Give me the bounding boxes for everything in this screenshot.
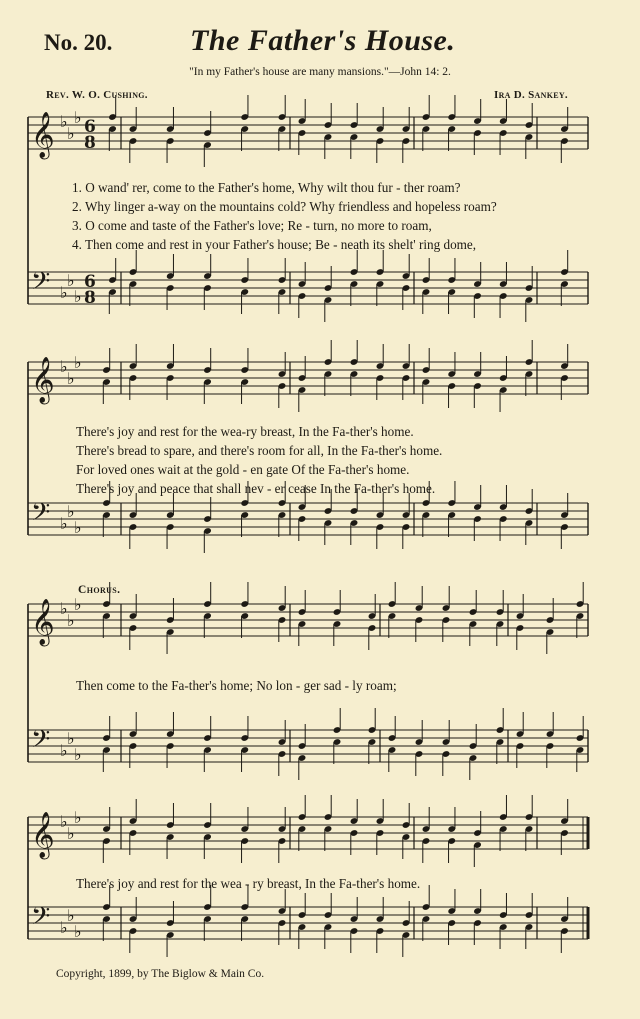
treble-clef-icon: 𝄞	[31, 599, 55, 645]
treble-clef-icon: 𝄞	[31, 112, 55, 158]
flat-icon: ♭	[74, 108, 82, 127]
verse-3-line: 3. O come and taste of the Father's love; Re - turn, no more to roam,	[72, 218, 432, 233]
flat-icon: ♭	[67, 611, 75, 630]
bass-clef-icon: 𝄢	[31, 267, 51, 302]
bass-clef-icon: 𝄢	[31, 902, 51, 937]
hymn-number: No. 20.	[44, 30, 113, 55]
copyright-notice: Copyright, 1899, by The Biglow & Main Co.	[56, 968, 265, 980]
flat-icon: ♭	[60, 599, 68, 618]
refrain-2-line: There's bread to spare, and there's room for all, In the Fa-ther's home.	[76, 443, 443, 458]
flat-icon: ♭	[67, 502, 75, 521]
chorus-lyric-line: Then come to the Fa-ther's home; No lon - ger sad - ly roam;	[76, 678, 397, 693]
flat-icon: ♭	[74, 595, 82, 614]
flat-icon: ♭	[74, 287, 82, 306]
refrain-1-line: There's joy and rest for the wea-ry breast, In the Fa-ther's home.	[76, 424, 414, 439]
final-lyric-line: There's joy and rest for the wea - ry breast, In the Fa-ther's home.	[76, 876, 421, 891]
time-signature-bottom: 8	[84, 133, 96, 153]
flat-icon: ♭	[67, 906, 75, 925]
treble-clef-icon: 𝄞	[31, 812, 55, 858]
bass-clef-icon: 𝄢	[31, 498, 51, 533]
time-signature-top: 6	[84, 272, 96, 292]
flat-icon: ♭	[67, 124, 75, 143]
flat-icon: ♭	[67, 271, 75, 290]
flat-icon: ♭	[74, 353, 82, 372]
lyricist-credit: Rev. W. O. Cushing.	[46, 89, 148, 101]
treble-clef-icon: 𝄞	[31, 357, 55, 403]
flat-icon: ♭	[60, 283, 68, 302]
scripture-epigraph: "In my Father's house are many mansions."—John 14: 2.	[189, 66, 451, 78]
verse-1-line: 1. O wand' rer, come to the Father's home, Why wilt thou fur - ther roam?	[72, 180, 461, 195]
flat-icon: ♭	[74, 745, 82, 764]
flat-icon: ♭	[60, 357, 68, 376]
flat-icon: ♭	[60, 514, 68, 533]
refrain-3-line: For loved ones wait at the gold - en gate Of the Fa-ther's home.	[76, 462, 410, 477]
flat-icon: ♭	[67, 369, 75, 388]
time-signature-bottom: 8	[84, 288, 96, 308]
hymn-title: The Father's House.	[190, 24, 456, 57]
chorus-label: Chorus.	[78, 584, 121, 596]
flat-icon: ♭	[60, 741, 68, 760]
flat-icon: ♭	[74, 922, 82, 941]
flat-icon: ♭	[60, 812, 68, 831]
flat-icon: ♭	[67, 729, 75, 748]
flat-icon: ♭	[67, 824, 75, 843]
time-signature-top: 6	[84, 117, 96, 137]
composer-credit: Ira D. Sankey.	[494, 89, 568, 101]
verse-2-line: 2. Why linger a-way on the mountains cold? Why friendless and hopeless roam?	[72, 199, 497, 214]
flat-icon: ♭	[60, 112, 68, 131]
bass-clef-icon: 𝄢	[31, 725, 51, 760]
flat-icon: ♭	[74, 518, 82, 537]
verse-4-line: 4. Then come and rest in your Father's house; Be - neath its shelt' ring dome,	[72, 237, 477, 252]
refrain-4-line: There's joy and peace that shall nev - er cease In the Fa-ther's home.	[76, 481, 436, 496]
flat-icon: ♭	[60, 918, 68, 937]
flat-icon: ♭	[74, 808, 82, 827]
